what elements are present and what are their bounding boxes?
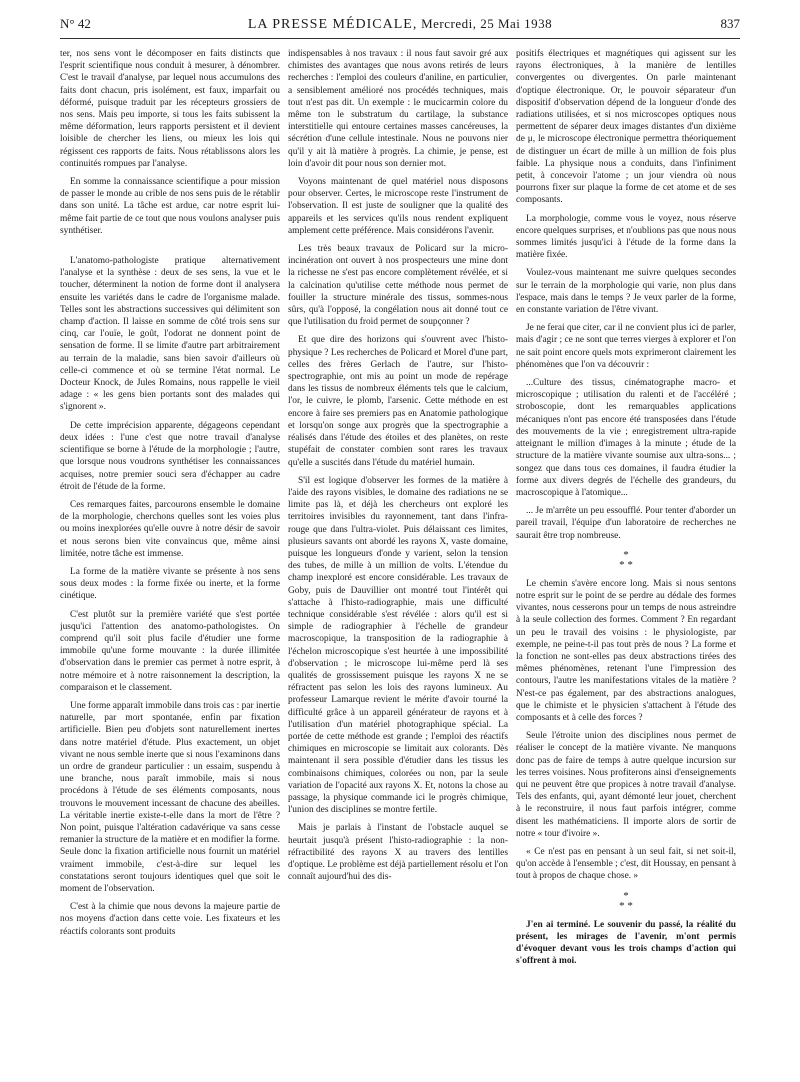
paragraph: Je ne ferai que citer, car il ne convient plus ici de parler, mais d'agir ; ce ne sont que terres vierges à explorer et l'on ne sait point encore quels mots exprimeront clairement les phénomènes que l'on va découvrir : <box>516 323 736 370</box>
paragraph: S'il est logique d'observer les formes de la matière à l'aide des rayons visibles, le domaine des radiations ne se limite pas là, et déjà les chercheurs ont exploré les territoires invisibles du rayonnement, tant dans l'infra-rouge que dans l'ultra-violet. Puis délaissant ces limites, plusieurs savants ont abordé les rayons X, vaste domaine, puisque les longueurs d'onde y varient, selon la tension des tubes, de mille à un million de volts. L'étendue du champ inexploré est encore considérable. Les travaux de Goby, puis de Dauvillier ont montré tout l'intérêt qui s'attache à l'histo-radiographie, mais une difficulté technique considérable s'est révélée : alors qu'il est si simple de radiographier à l'échelle de grandeur macroscopique, la transposition de la radiographie à l'échelon microscopique s'est heurtée à une impossibilité d'observation ; le microscope lui-même perd là ses qualités de grossissement puisque les rayons X ne se réfractent pas selon les lois des rayons lumineux. Au professeur Lamarque revient le mérite d'avoir tourné la difficulté grâce à un appareil générateur de rayons et à l'utilisation d'un matériel photographique spécial. La portée de cette méthode est grande ; l'emploi des réactifs chimiques en microscopie se limitait aux colorants. Dès maintenant il sera possible d'étudier dans les tissus les combinaisons chimiques, colorées ou non, par la seule variation de l'opacité aux rayons X. Et, notons la chose au passage, la physique commande ici le progrès chimique, l'union des disciplines se montre fertile. <box>288 475 508 816</box>
paragraph: C'est à la chimie que nous devons la majeure partie de nos moyens d'action dans cette voie. Les fixateurs et les réactifs colorants sont produits <box>60 902 280 937</box>
paragraph: De cette imprécision apparente, dégageons cependant deux idées : l'une c'est que notre travail d'analyse scientifique se borne à l'étude de la morphologie ; l'autre, que lorsque nous voudrons synthétiser les connaissances acquises, notre premier souci sera d'échapper au cadre étroit de l'étude de la forme. <box>60 420 280 492</box>
column-3 <box>516 48 736 1068</box>
paragraph: J'en ai terminé. Le souvenir du passé, la réalité du présent, les mirages de l'avenir, m'ont permis d'évoquer devant vous les trois champs d'action qui s'offrent à moi. <box>516 919 736 967</box>
paragraph: ... Je m'arrête un peu essoufflé. Pour tenter d'aborder un pareil travail, l'équipe d'un laboratoire de recherches ne saurait être trop nombreuse. <box>516 506 736 541</box>
paragraph: Les très beaux travaux de Policard sur la micro-incinération ont ouvert à nos prospecteurs une mine dont la richesse ne s'est pas encore complètement révélée, et si la calcination qu'utilise cette méthode nous permet de fouiller la structure minérale des tissus, sommes-nous sûrs, qu'à l'opposé, la congélation nous ait donné tout ce que l'utilisation du froid permet de soupçonner ? <box>288 244 508 328</box>
paragraph: L'anatomo-pathologiste pratique alternativement l'analyse et la synthèse : deux de ses sens, la vue et le toucher, déterminent la notion de forme dont il analysera ensuite les variétés dans le cadre de l'organisme malade. Telles sont les abstractions successives qui délimitent son champ d'action. Il laisse en somme de côté trois sens sur cinq, car l'ouïe, le goût, l'odorat ne donnent point de sensation de forme. Il se limite d'autre part arbitrairement au terrain de la maladie, sans bien savoir d'ailleurs où celle-ci commence et où se termine l'état normal. Le Docteur Knock, de Jules Romains, nous rappelle le vieil adage : « les gens bien portants sont des malades qui s'ignorent ». <box>60 256 280 413</box>
paragraph: La forme de la matière vivante se présente à nos sens sous deux modes : la forme fixée ou inerte, et la forme cinétique. <box>60 566 280 602</box>
section-separator: * * * <box>619 548 633 571</box>
paragraph: Le chemin s'avère encore long. Mais si nous sentons notre esprit sur le point de se perdre au dédale des formes vivantes, nous cesserons pour un temps de nous astreindre à la seule collection des formes. Comment ? En regardant un peu le travail des voisins : le physiologiste, par exemple, ne peine-t-il pas tout près de nous ? La forme et la fonction ne sont-elles pas deux abstractions tirées des mêmes phénomènes, retenant l'une l'impression des contours, l'autre les manifestations vitales de la matière ? N'est-ce pas également, par des abstractions analogues, que le chimiste et le physicien s'attachent à l'étude des composants et à celle des forces ? <box>516 578 736 723</box>
paragraph: « Ce n'est pas en pensant à un seul fait, si net soit-il, qu'on accède à l'ensemble ; c'est, dit Houssay, en pensant à tout à propos de chaque chose. » <box>516 846 736 882</box>
paragraph: En somme la connaissance scientifique a pour mission de passer le monde au crible de nos sens puis de le rétablir dans son unité. La tâche est ardue, car notre esprit lui-même fait partie de ce tout que nous voulons analyser puis synthétiser. <box>60 177 280 236</box>
paragraph: Voyons maintenant de quel matériel nous disposons pour observer. Certes, le microscope reste l'instrument de l'observation. Il est juste de souligner que la qualité des appareils et les services qu'ils nous rendent expliquent amplement cette préférence. Mais considérons l'avenir. <box>288 177 508 236</box>
journal-name: LA PRESSE MÉDICALE, <box>247 17 418 32</box>
issue-number: N° 42 <box>60 16 91 31</box>
paragraph: Ces remarques faites, parcourons ensemble le domaine de la morphologie, cherchons quelles sont les voies plus ou moins inexplorées qu'elle ouvre à notre désir de savoir et nous serons bien vite convaincus que, même ainsi limitée, notre tâche est immense. <box>60 499 280 559</box>
column-1 <box>60 48 280 1068</box>
paragraph: indispensables à nos travaux : il nous faut savoir gré aux chimistes des avantages que nous avons retirés de leurs recherches : l'emploi des couleurs d'aniline, en particulier, a sensiblement amélioré nos procédés techniques, mais tout n'est pas dit. Un exemple : le mucicarmin colore du même ton le substratum du cartilage, la substance interstitielle qui entoure certaines masses cancéreuses, la sécrétion d'une cellule intestinale. Nous ne pouvons nier qu'il y ait là matière à progrès. La chimie, je pense, est loin d'avoir dit pour nous son dernier mot. <box>288 49 508 169</box>
paragraph: Et que dire des horizons qui s'ouvrent avec l'histo-physique ? Les recherches de Policard et Morel d'une part, celles des frères Gerlach de l'autre, sur l'histo-spectrographie, ont mis au point un mode de repérage dans les tissus de nombreux éléments tels que le calcium, l'or, le cuivre, le plomb, l'arsenic. Cette méthode en est encore à faire ses premiers pas en Anatomie pathologique et lorsqu'on songe aux progrès que la spectrographie a réalisés dans l'étude des étoiles et des planètes, on reste stupéfait de constater combien sont rares les travaux qu'elle a suscités dans l'étude du matériel humain. <box>288 335 508 468</box>
paragraph: Une forme apparaît immobile dans trois cas : par inertie naturelle, par mort spontanée, enfin par fixation artificielle. Bien peu d'objets sont naturellement inertes dans notre matériel d'étude. Plus exactement, un objet vivant ne nous semble inerte que si nous l'examinons dans un ordre de grandeur particulier : un essaim, suspendu à une branche, nous paraît immobile, mais si nous procédons à l'étude de ses éléments composants, nous trouvons le mouvement incessant de chacune des abeilles. La véritable inertie existe-t-elle dans la mort de l'être ? Non point, puisque l'altération cadavérique va sans cesse remanier la structure de la matière et en modifier la forme. Seule donc la fixation artificielle nous fournit un matériel vraiment immobile, c'est-à-dire sur lequel les constatations seront toujours identiques quel que soit le moment de l'observation. <box>60 700 280 894</box>
paragraph: Voulez-vous maintenant me suivre quelques secondes sur le terrain de la morphologie qui varie, non plus dans l'espace, mais dans le temps ? Je veux parler de la forme, en constante variation de l'être vivant. <box>516 268 736 316</box>
paragraph: C'est plutôt sur la première variété que s'est portée jusqu'ici l'attention des anatomo-pathologistes. On comprend qu'il soit plus facile d'étudier une forme immobile qu'une forme mouvante : la durée illimitée d'observation dans le premier cas permet à notre esprit, à notre mémoire et à notre raisonnement la description, la comparaison et le classement. <box>60 609 280 693</box>
column-2 <box>288 48 508 1068</box>
journal-header <box>60 16 740 33</box>
header-rule <box>60 38 740 39</box>
section-separator: * * * <box>619 889 633 912</box>
page-number: 837 <box>720 16 740 31</box>
paragraph: ter, nos sens vont le décomposer en faits distincts que l'esprit scientifique nous conduit à mesurer, à dénombrer. C'est le travail d'analyse, par lequel nous accumulons des faits dont chacun, pris isolément, est faux, imparfait ou déformé, puisque traduit par les récepteurs grossiers de nos sens. Mais peu importe, si tous les faits subissent la même déformation, leurs rapports persistent et il devient loisible de chercher les liens, ou mieux les lois qui régissent ces rapports de faits. Nous rétablissons alors les continuités rompues par l'analyse. <box>60 49 280 169</box>
issue-date: Mercredi, 25 Mai 1938 <box>421 16 553 31</box>
paragraph: positifs électriques et magnétiques qui agissent sur les rayons électroniques, à la manière de lentilles convergentes ou divergentes. On parle maintenant d'optique électronique. Or, le pouvoir séparateur d'un dispositif d'observation dépend de la longueur d'onde des radiations utilisées, et si nos microscopes optiques nous permettent de séparer deux images distantes d'un dixième de μ, le microscope électronique permettra théoriquement de distinguer un écart de mille à un million de fois plus faible. La physique nous a conduits, dans l'infiniment petit, à concevoir l'atome ; un jour viendra où nous pourrons fixer sur plaque la forme de cet atome et de ses composants. <box>516 49 736 206</box>
paragraph: La morphologie, comme vous le voyez, nous réserve encore quelques surprises, et n'oublions pas que nous nous sommes limités jusqu'ici à l'étude de la forme dans la matière fixée. <box>516 213 736 261</box>
paragraph: ...Culture des tissus, cinématographe macro- et microscopique ; utilisation du ralenti et de l'accéléré ; stroboscopie, dont les remarquables applications mécaniques n'ont pas encore été transposées dans l'étude des mouvements de la vie ; enregistrement ultra-rapide atteignant le million d'images à la minute ; étude de la structure de la matière vivante soumise aux ultra-sons... ; songez que dans tous ces domaines, il faudra étudier la forme aux divers degrés de l'échelle des grandeurs, du macroscopique à l'atomique... <box>516 378 736 498</box>
paragraph: Seule l'étroite union des disciplines nous permet de réaliser le concept de la matière vivante. Ne manquons donc pas de faire de temps à autre quelque incursion sur les terres voisines. Nous profiterons ainsi d'enseignements qui ne peuvent être que propices à notre travail d'analyse. Tels des enfants, qui, ayant démonté leur jouet, cherchent à le reconstruire, il nous faut parfois intégrer, comme disent les mathématiciens. Il importe alors de sortir de notre « tour d'ivoire ». <box>516 731 736 839</box>
paragraph: Mais je parlais à l'instant de l'obstacle auquel se heurtait jusqu'à présent l'histo-radiographie : la non-réfractibilité des rayons X au travers des lentilles d'optique. Le problème est déjà partiellement résolu et l'on connaît aujourd'hui des dis- <box>288 823 508 883</box>
